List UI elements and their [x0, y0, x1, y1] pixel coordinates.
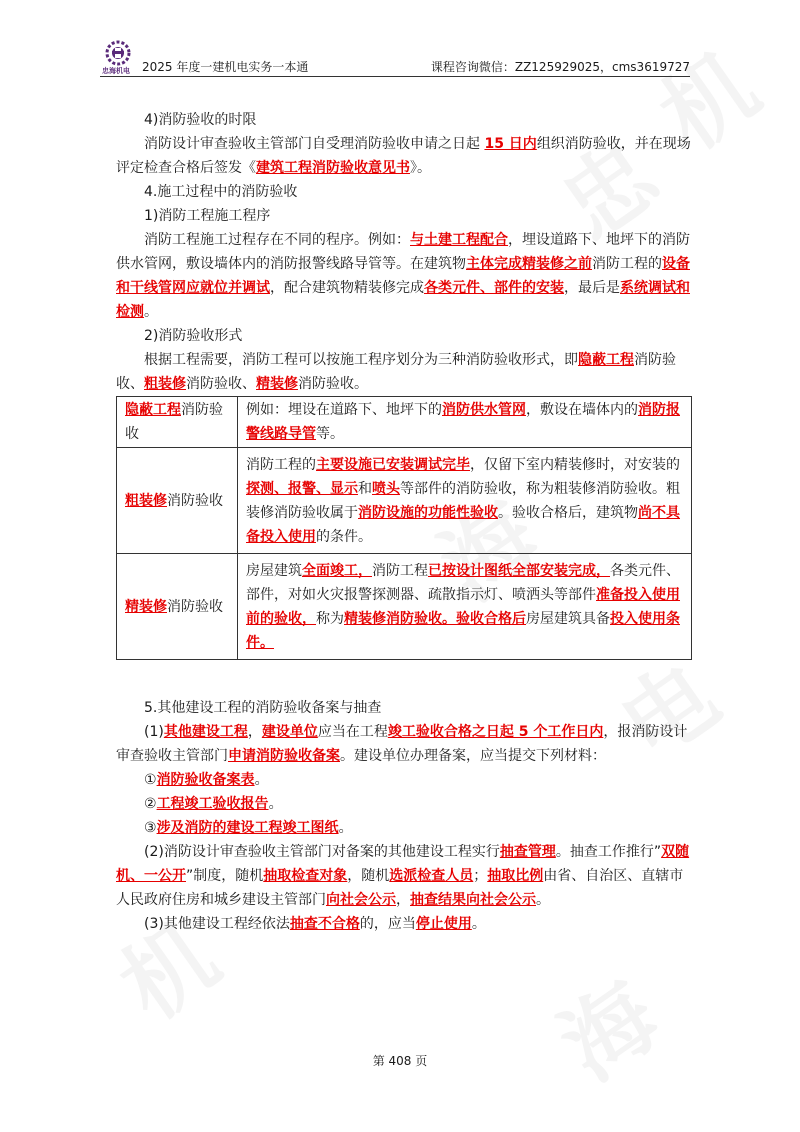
- contact-info: 课程咨询微信：ZZ125929025，cms3619727: [430, 60, 690, 74]
- highlighted-text: 尚不具备投入使用: [246, 504, 680, 545]
- text-run: (1): [144, 724, 164, 740]
- highlighted-text: 粗装修: [144, 376, 186, 392]
- highlighted-text: 精装修消防验收。验收合格后: [344, 610, 526, 627]
- text-run: ”制度，随机: [186, 868, 264, 884]
- text-run: 的，应当: [359, 916, 416, 932]
- text-run: 和: [358, 480, 372, 497]
- page-body: [116, 108, 692, 936]
- highlighted-text: 工程竣工验收报告: [156, 796, 269, 812]
- text-run: ②: [144, 796, 157, 812]
- highlighted-text: 建设单位: [261, 724, 318, 740]
- table-row: [117, 554, 692, 660]
- highlighted-text: 选派检查人员: [389, 868, 474, 884]
- text-run: 根据工程需要，消防工程可以按施工程序划分为三种消防验收形式，即: [144, 352, 578, 368]
- text-run: ，: [247, 724, 262, 740]
- highlighted-text: 设备和干线管网应就位并调试: [116, 256, 690, 296]
- highlighted-text: 隐蔽工程: [578, 352, 634, 368]
- highlighted-text: 探测、报警、显示: [246, 480, 358, 497]
- highlighted-text: 其他建设工程: [163, 724, 248, 740]
- text-run: 房屋建筑: [246, 562, 302, 579]
- text-run: ③: [144, 820, 157, 836]
- table-cell-desc: [238, 397, 692, 448]
- highlighted-text: 精装修: [125, 598, 167, 615]
- section-heading: 4)消防验收的时限: [144, 112, 257, 128]
- text-run: ；: [473, 868, 488, 884]
- highlighted-text: 投入使用条件。: [246, 610, 680, 651]
- table-row: [117, 448, 692, 554]
- section-heading: 1)消防工程施工程序: [144, 208, 271, 224]
- page-number: 第 408 页: [372, 1054, 428, 1068]
- text-run: ，报消防设计审查验收主管部门: [116, 724, 688, 764]
- highlighted-text: 粗装修: [125, 492, 167, 509]
- highlighted-text: 抽查管理: [499, 844, 556, 860]
- highlighted-text: 申请消防验收备案: [228, 748, 340, 764]
- paragraph: [116, 720, 692, 768]
- text-run: 例如：埋设在道路下、地坪下的: [246, 402, 442, 418]
- text-run: 消防验收: [167, 492, 223, 509]
- paragraph: [116, 840, 692, 912]
- highlighted-text: 主体完成精装修之前: [466, 256, 592, 272]
- highlighted-text: 抽取比例: [487, 868, 544, 884]
- highlighted-text: 抽取检查对象: [263, 868, 348, 884]
- highlighted-text: 精装修: [256, 376, 298, 392]
- highlighted-text: 消防报警线路导管: [246, 402, 680, 442]
- text-run: ，随机: [347, 868, 390, 884]
- page-header: [100, 40, 690, 80]
- text-run: 。建设单位办理备案，应当提交下列材料：: [340, 748, 606, 764]
- text-run: 等部件的消防验收，称为粗装修消防验收。粗装修消防验收属于: [246, 480, 680, 521]
- spacer: [116, 660, 692, 696]
- text-run: 组织消防验收，并在现场评定检查合格后签发《: [116, 136, 691, 176]
- text-run: ，仅留下室内精装修时，对安装的: [470, 456, 680, 473]
- highlighted-text: 与土建工程配合: [410, 232, 508, 248]
- text-run: 各类元件、部件，对如火灾报警探测器、疏散指示灯、喷洒头等部件: [246, 562, 680, 603]
- text-run: 消防工程施工过程存在不同的程序。例如：: [144, 232, 410, 248]
- highlighted-text: 双随机、一公开: [116, 844, 690, 884]
- highlighted-text: 隐蔽工程: [125, 402, 181, 418]
- text-run: 。: [536, 892, 550, 908]
- section-heading: 2)消防验收形式: [144, 328, 243, 344]
- text-run: (3)其他建设工程经依法: [144, 916, 290, 932]
- text-run: 。抽查工作推行”: [555, 844, 662, 860]
- text-run: ，埋设道路下、地坪下的消防供水管网，敷设墙体内的消防报警线路导管等。在建筑物: [116, 232, 690, 272]
- text-run: 应当在工程: [317, 724, 388, 740]
- highlighted-text: 15 日内: [484, 136, 537, 152]
- text-run: ，配合建筑物精装修完成: [270, 280, 424, 296]
- highlighted-text: 已按设计图纸全部安装完成，: [428, 562, 610, 579]
- section-heading: 4.施工过程中的消防验收: [144, 184, 298, 200]
- table-cell-desc: [238, 554, 692, 660]
- highlighted-text: 准备投入使用前的验收，: [246, 586, 680, 627]
- text-run: 。: [268, 796, 283, 812]
- text-run: 由省、自治区、直辖市人民政府住房和城乡建设主管部门: [116, 868, 684, 908]
- highlighted-text: 消防验收备案表: [156, 772, 255, 788]
- list-item: [116, 816, 692, 840]
- section-heading: 5.其他建设工程的消防验收备案与抽查: [144, 700, 382, 716]
- list-item: [116, 768, 692, 792]
- text-run: 消防验收。: [298, 376, 368, 392]
- highlighted-text: 向社会公示: [326, 892, 396, 908]
- text-run: (2)消防设计审查验收主管部门对备案的其他建设工程实行: [144, 844, 500, 860]
- table-cell-name: [117, 397, 238, 448]
- highlighted-text: 建筑工程消防验收意见书: [256, 160, 410, 176]
- header-divider: [100, 76, 690, 77]
- table-row: [117, 397, 692, 448]
- text-run: 消防验收、: [116, 352, 676, 392]
- text-run: 消防验收、: [186, 376, 256, 392]
- text-run: 消防验收: [167, 598, 223, 615]
- text-run: 。: [144, 304, 158, 320]
- text-run: 消防验收: [125, 402, 223, 442]
- text-run: 。: [338, 820, 353, 836]
- highlighted-text: 竣工验收合格之日起 5 个工作日内: [387, 724, 604, 740]
- text-run: ，敷设在墙体内的: [526, 402, 638, 418]
- list-item: [116, 792, 692, 816]
- text-run: 消防工程: [372, 562, 428, 579]
- logo-text: 忠海机电: [102, 67, 130, 75]
- highlighted-text: 系统调试和检测: [116, 280, 690, 320]
- text-run: 。: [254, 772, 269, 788]
- paragraph: [116, 348, 692, 396]
- highlighted-text: 停止使用: [415, 916, 472, 932]
- text-run: 》。: [410, 160, 431, 176]
- paragraph: [116, 132, 692, 180]
- table-cell-desc: [238, 448, 692, 554]
- text-run: 称为: [316, 610, 344, 627]
- highlighted-text: 全面竣工，: [302, 562, 372, 579]
- text-run: ，最后是: [564, 280, 620, 296]
- highlighted-text: 消防供水管网: [442, 402, 526, 418]
- text-run: 等。: [316, 426, 344, 442]
- highlighted-text: 消防设施的功能性验收: [358, 504, 498, 521]
- highlighted-text: 各类元件、部件的安装: [424, 280, 564, 296]
- watermark: [531, 946, 679, 1104]
- text-run: 。: [471, 916, 486, 932]
- highlighted-text: 抽查不合格: [289, 916, 360, 932]
- acceptance-table: [116, 396, 692, 660]
- text-run: 的条件。: [316, 528, 372, 545]
- highlighted-text: 主要设施已安装调试完毕: [316, 456, 470, 473]
- text-run: 消防设计审查验收主管部门自受理消防验收申请之日起: [144, 136, 485, 152]
- paragraph: [116, 912, 692, 936]
- paragraph: [116, 228, 692, 324]
- highlighted-text: 喷头: [372, 480, 400, 497]
- text-run: 。验收合格后，建筑物: [498, 504, 638, 521]
- text-run: ①: [144, 772, 157, 788]
- highlighted-text: 抽查结果向社会公示: [410, 892, 536, 908]
- text-run: ，: [396, 892, 410, 908]
- text-run: 房屋建筑具备: [526, 610, 610, 627]
- text-run: 消防工程的: [246, 456, 316, 473]
- highlighted-text: 涉及消防的建设工程竣工图纸: [156, 820, 339, 836]
- course-title: 2025 年度一建机电实务一本通: [142, 60, 309, 74]
- table-cell-name: [117, 554, 238, 660]
- text-run: 消防工程的: [592, 256, 662, 272]
- table-cell-name: [117, 448, 238, 554]
